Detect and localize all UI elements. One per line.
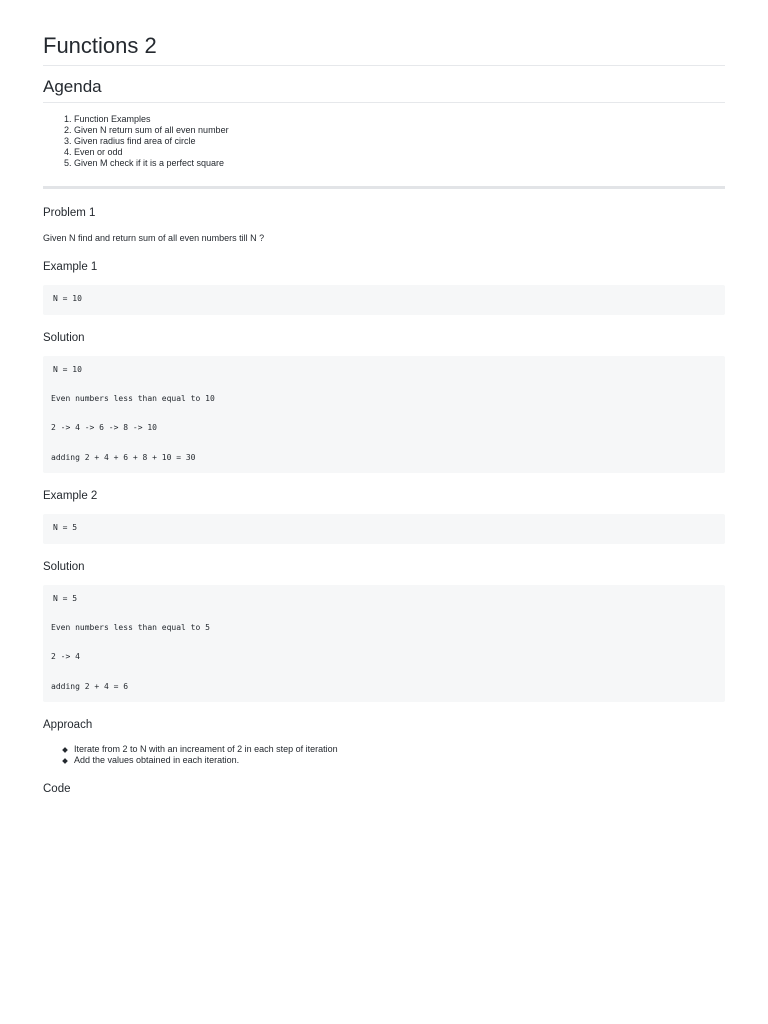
agenda-item: 2. Given N return sum of all even number <box>74 125 229 136</box>
code-line: adding 2 + 4 + 6 + 8 + 10 = 30 <box>51 453 196 462</box>
example2-code-block <box>43 514 725 544</box>
code-line: 2 -> 4 <box>51 652 80 661</box>
solution1-heading: Solution <box>43 332 85 344</box>
code-line: Even numbers less than equal to 10 <box>51 394 215 403</box>
section-divider <box>43 186 725 189</box>
agenda-item: 5. Given M check if it is a perfect square <box>74 158 229 169</box>
problem-heading: Problem 1 <box>43 207 96 219</box>
approach-item <box>74 755 338 766</box>
code-line: 2 -> 4 -> 6 -> 8 -> 10 <box>51 423 157 432</box>
agenda-item: 3. Given radius find area of circle <box>74 136 229 147</box>
code-line: adding 2 + 4 = 6 <box>51 682 129 691</box>
agenda-item: 4. Even or odd <box>74 147 229 158</box>
solution2-code-block <box>43 585 725 702</box>
agenda-heading: Agenda <box>43 77 102 96</box>
problem-statement: Given N find and return sum of all even numbers till N ? <box>43 233 265 243</box>
example2-heading: Example 2 <box>43 490 98 502</box>
agenda-list <box>43 114 229 169</box>
code-line: N = 5 <box>53 523 78 532</box>
example1-code-block <box>43 285 725 315</box>
example1-heading: Example 1 <box>43 261 98 273</box>
solution2-heading: Solution <box>43 561 85 573</box>
solution1-code-block <box>43 356 725 473</box>
code-heading: Code <box>43 783 71 795</box>
code-line: N = 10 <box>53 294 82 303</box>
bullet-icon <box>62 747 68 753</box>
code-line: N = 10 <box>53 365 82 374</box>
code-line: Even numbers less than equal to 5 <box>51 623 210 632</box>
agenda-item: 1. Function Examples <box>74 114 229 125</box>
agenda-divider <box>43 102 725 103</box>
approach-item <box>74 744 338 755</box>
approach-item-text: Add the values obtained in each iteration. <box>74 755 240 765</box>
title-divider <box>43 65 725 66</box>
bullet-icon <box>62 758 68 764</box>
code-line: N = 5 <box>53 594 78 603</box>
page-title: Functions 2 <box>43 33 157 58</box>
approach-heading: Approach <box>43 719 93 731</box>
approach-list <box>43 744 338 766</box>
approach-item-text: Iterate from 2 to N with an increament of 2 in each step of iteration <box>74 744 338 754</box>
